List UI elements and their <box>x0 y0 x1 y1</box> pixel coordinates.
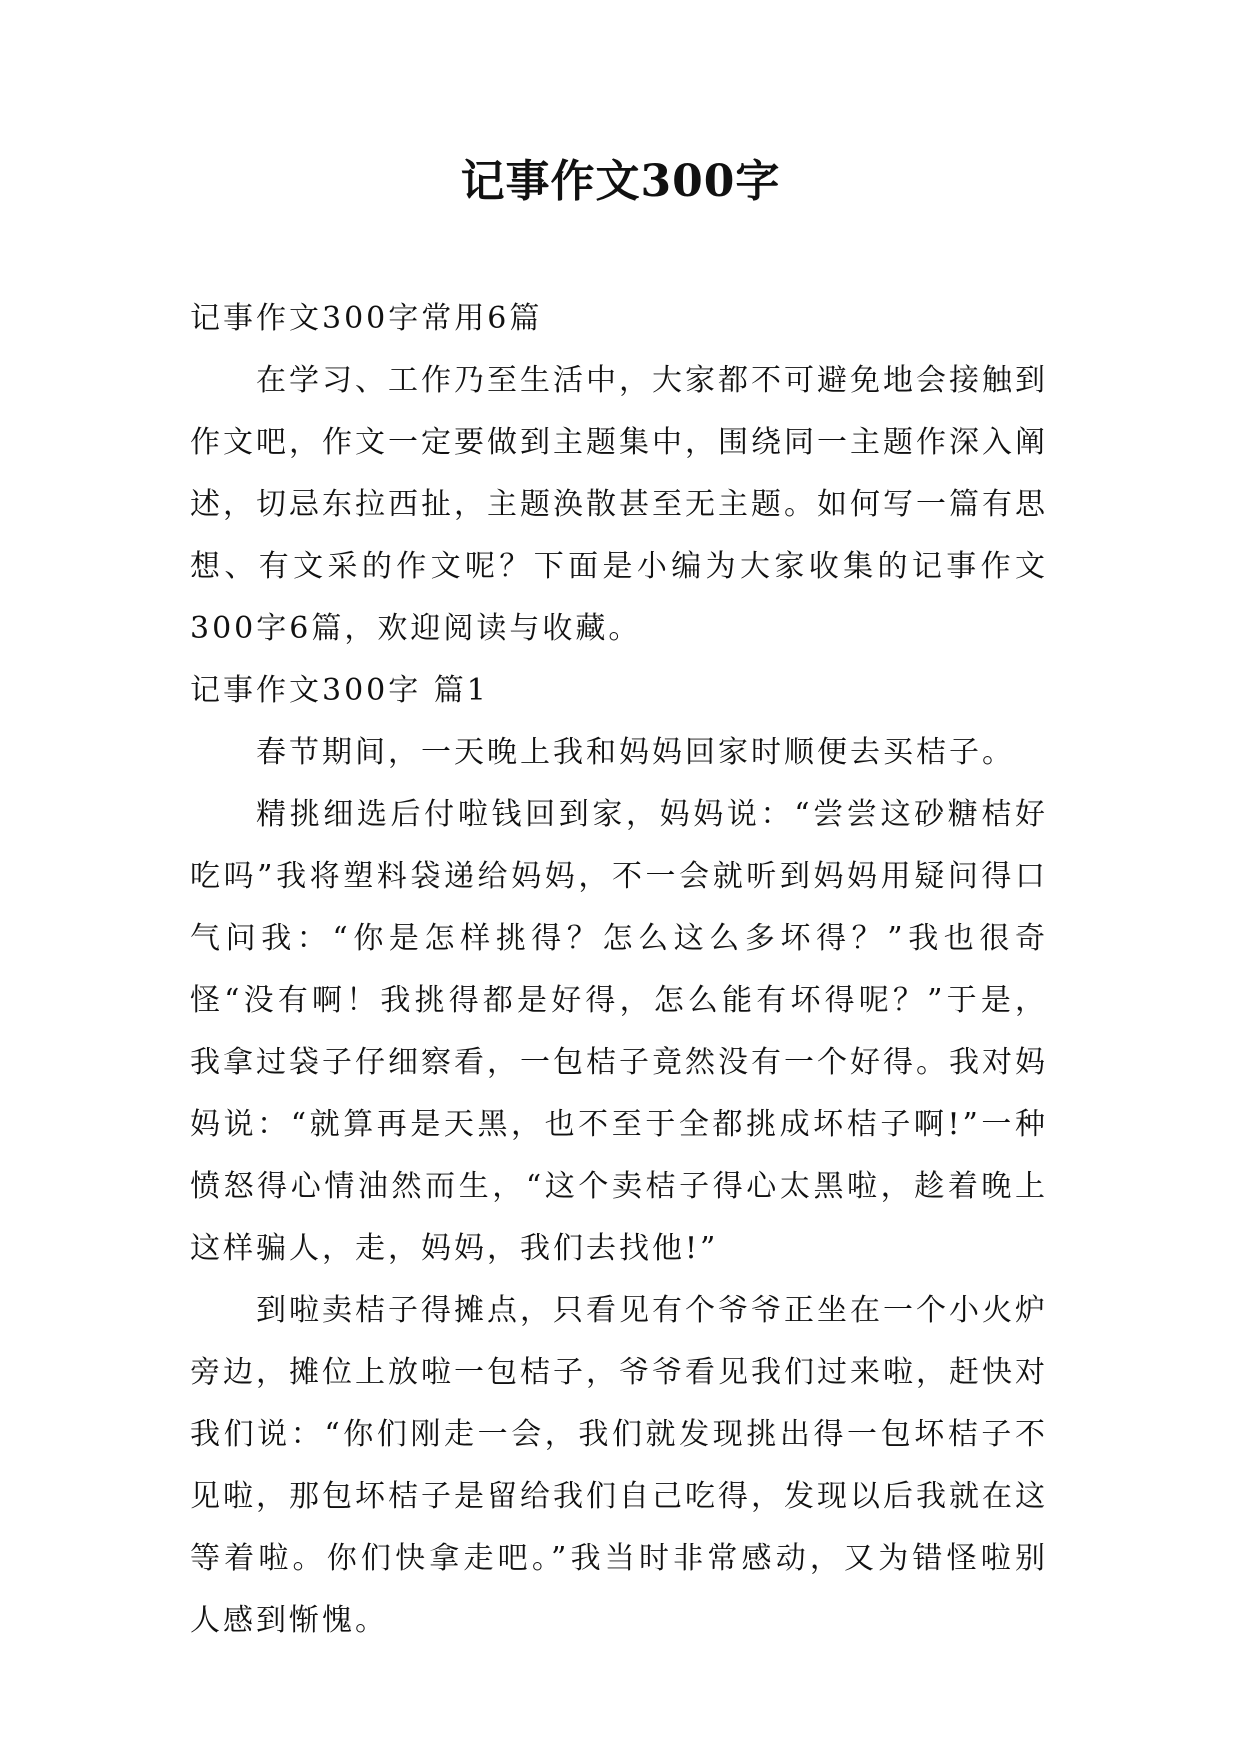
body-paragraph-1: 春节期间，一天晚上我和妈妈回家时顺便去买桔子。 <box>256 735 1015 770</box>
document-subtitle: 记事作文300字常用6篇 <box>190 301 543 336</box>
section-heading: 记事作文300字 篇1 <box>190 673 489 708</box>
document-title: 记事作文300字 <box>460 156 781 207</box>
body-paragraph-3: 到啦卖桔子得摊点，只看见有个爷爷正坐在一个小火炉旁边，摊位上放啦一包桔子，爷爷看见我们过来啦，赶快对我们说：“你们刚走一会，我们就发现挑出得一包坏桔子不见啦，那包坏桔子是留给我们自己吃得，发现以后我就在这等着啦。你们快拿走吧。”我当时非常感动，又为错怪啦别人感到惭愧。 <box>190 1293 1048 1638</box>
intro-paragraph: 在学习、工作乃至生活中，大家都不可避免地会接触到作文吧，作文一定要做到主题集中，围绕同一主题作深入阐述，切忌东拉西扯，主题涣散甚至无主题。如何写一篇有思想、有文采的作文呢？下面是小编为大家收集的记事作文300字6篇，欢迎阅读与收藏。 <box>190 363 1048 646</box>
document-body <box>190 288 1048 1652</box>
body-paragraph-2: 精挑细选后付啦钱回到家，妈妈说：“尝尝这砂糖桔好吃吗”我将塑料袋递给妈妈，不一会就听到妈妈用疑问得口气问我：“你是怎样挑得？怎么这么多坏得？”我也很奇怪“没有啊！我挑得都是好得，怎么能有坏得呢？”于是，我拿过袋子仔细察看，一包桔子竟然没有一个好得。我对妈妈说：“就算再是天黑，也不至于全都挑成坏桔子啊!”一种愤怒得心情油然而生，“这个卖桔子得心太黑啦，趁着晚上这样骗人，走，妈妈，我们去找他!” <box>190 797 1048 1266</box>
